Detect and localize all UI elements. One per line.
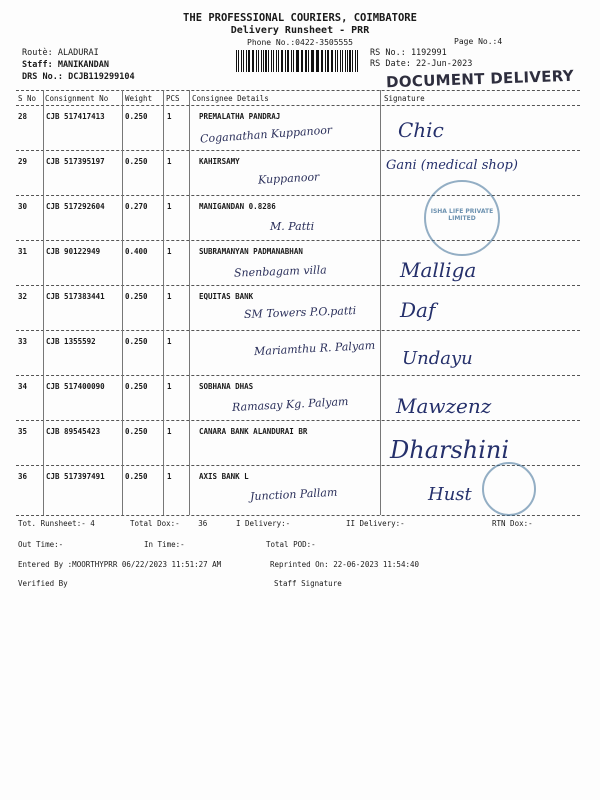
- row-handwritten-address: Coganathan Kuppanoor: [199, 123, 333, 146]
- barcode-bar: [252, 50, 253, 72]
- row-sno: 29: [18, 157, 28, 166]
- row-weight: 0.250: [125, 292, 148, 301]
- table-bottom-rule: [16, 515, 580, 516]
- row-sno: 28: [18, 112, 28, 121]
- barcode-bar: [302, 50, 303, 72]
- row-signature: Mawzenz: [396, 394, 492, 418]
- row-consignee: AXIS BANK L: [199, 472, 249, 481]
- row-divider: [16, 195, 580, 196]
- row-signature: Gani (medical shop): [386, 158, 518, 173]
- row-handwritten-address: M. Patti: [270, 220, 315, 233]
- row-divider: [16, 240, 580, 241]
- row-handwritten-address: Mariamthu R. Palyam: [253, 338, 376, 359]
- row-consignee: PREMALATHA PANDRAJ: [199, 112, 281, 121]
- row-divider: [16, 285, 580, 286]
- barcode-bar: [347, 50, 348, 72]
- barcode-bar: [248, 50, 250, 72]
- row-handwritten-address: Junction Pallam: [249, 485, 338, 504]
- row-sno: 30: [18, 202, 28, 211]
- page-number: Page No.:4: [454, 37, 503, 46]
- row-divider: [16, 150, 580, 151]
- row-weight: 0.250: [125, 337, 148, 346]
- barcode-bar: [291, 50, 292, 72]
- barcode-bar: [311, 50, 312, 72]
- barcode-bar: [271, 50, 272, 72]
- row-weight: 0.400: [125, 247, 148, 256]
- barcode-bar: [253, 50, 254, 72]
- row-consignee: MANIGANDAN 0.8286: [199, 202, 276, 211]
- barcode-bar: [332, 50, 333, 72]
- row-consignment-no: CJB 517383441: [46, 292, 105, 301]
- row-sno: 33: [18, 337, 28, 346]
- row-handwritten-address: SM Towers P.O.patti: [243, 304, 357, 321]
- row-signature: Undayu: [402, 348, 473, 369]
- tot-runsheet: Tot. Runsheet:- 4: [18, 519, 95, 528]
- row-pcs: 1: [167, 337, 172, 346]
- row-consignee: EQUITAS BANK: [199, 292, 254, 301]
- verified-by: Verified By: [18, 579, 68, 588]
- barcode-bar: [308, 50, 309, 72]
- row-signature: Chic: [398, 118, 444, 142]
- barcode-bar: [261, 50, 262, 72]
- in-time: In Time:-: [144, 540, 185, 549]
- row-consignment-no: CJB 517397491: [46, 472, 105, 481]
- barcode-bar: [278, 50, 279, 72]
- col-header-consignee: Consignee Details: [192, 94, 269, 103]
- column-divider: [380, 90, 381, 515]
- company-seal-small: [482, 462, 536, 516]
- row-signature: Malliga: [400, 258, 477, 282]
- row-weight: 0.250: [125, 382, 148, 391]
- row-consignment-no: CJB 90122949: [46, 247, 101, 256]
- row-weight: 0.270: [125, 202, 148, 211]
- barcode-bar: [287, 50, 289, 72]
- row-signature: Dharshini: [390, 436, 510, 464]
- barcode-bar: [325, 50, 326, 72]
- barcode-bar: [282, 50, 283, 72]
- reprinted-on: Reprinted On: 22-06-2023 11:54:40: [270, 560, 420, 569]
- column-divider: [163, 90, 164, 515]
- barcode-bar: [265, 50, 267, 72]
- col-header-sno: S No: [18, 94, 37, 103]
- row-sno: 32: [18, 292, 28, 301]
- barcode-bar: [357, 50, 358, 72]
- barcode-bar: [335, 50, 336, 72]
- barcode-bar: [327, 50, 329, 72]
- row-handwritten-address: Snenbagam villa: [233, 263, 327, 280]
- row-consignee: SUBRAMANYAN PADMANABHAN: [199, 247, 303, 256]
- barcode-bar: [301, 50, 302, 72]
- barcode-bar: [316, 50, 317, 72]
- table-top-rule: [16, 90, 580, 91]
- row-divider: [16, 330, 580, 331]
- row-consignment-no: CJB 517400090: [46, 382, 105, 391]
- i-delivery: I Delivery:-: [236, 519, 291, 528]
- row-pcs: 1: [167, 202, 172, 211]
- row-sno: 36: [18, 472, 28, 481]
- row-pcs: 1: [167, 247, 172, 256]
- row-consignee: SOBHANA DHAS: [199, 382, 254, 391]
- row-pcs: 1: [167, 427, 172, 436]
- row-consignee: KAHIRSAMY: [199, 157, 240, 166]
- col-header-pcs: PCS: [166, 94, 180, 103]
- row-consignment-no: CJB 517417413: [46, 112, 105, 121]
- barcode-graphic: [236, 50, 360, 72]
- row-consignment-no: CJB 517292604: [46, 202, 105, 211]
- column-divider: [43, 90, 44, 515]
- row-consignment-no: CJB 89545423: [46, 427, 101, 436]
- barcode-bar: [297, 50, 298, 72]
- row-weight: 0.250: [125, 112, 148, 121]
- col-header-signature: Signature: [384, 94, 425, 103]
- barcode-bar: [273, 50, 274, 72]
- seal-text: ISHA LIFE PRIVATE LIMITED: [430, 208, 494, 222]
- barcode-bar: [355, 50, 356, 72]
- barcode-bar: [238, 50, 239, 72]
- total-pod: Total POD:-: [266, 540, 316, 549]
- barcode-bar: [345, 50, 346, 72]
- barcode-bar: [246, 50, 247, 72]
- barcode-bar: [281, 50, 282, 72]
- entered-by: Entered By :MOORTHYPRR 06/22/2023 11:51:27 AM: [18, 560, 222, 569]
- row-pcs: 1: [167, 472, 172, 481]
- barcode-bar: [243, 50, 244, 72]
- col-header-weight: Weight: [125, 94, 153, 103]
- row-consignment-no: CJB 517395197: [46, 157, 105, 166]
- table-header-rule: [16, 105, 580, 106]
- column-divider: [122, 90, 123, 515]
- rs-number: RS No.: 1192991: [370, 48, 447, 58]
- row-weight: 0.250: [125, 157, 148, 166]
- barcode-bar: [312, 50, 313, 72]
- runsheet-subtitle: Delivery Runsheet - PRR: [230, 25, 370, 36]
- rs-date: RS Date: 22-Jun-2023: [370, 59, 473, 69]
- barcode-bar: [285, 50, 286, 72]
- row-consignee: CANARA BANK ALANDURAI BR: [199, 427, 308, 436]
- row-signature: Hust: [428, 484, 472, 505]
- row-sno: 34: [18, 382, 28, 391]
- row-consignment-no: CJB 1355592: [46, 337, 96, 346]
- row-pcs: 1: [167, 292, 172, 301]
- row-handwritten-address: Kuppanoor: [257, 170, 320, 187]
- company-title: THE PROFESSIONAL COURIERS, COIMBATORE: [183, 12, 417, 24]
- row-weight: 0.250: [125, 472, 148, 481]
- row-weight: 0.250: [125, 427, 148, 436]
- rtn-dox: RTN Dox:-: [492, 519, 533, 528]
- total-dox-value: 36: [198, 519, 208, 528]
- row-divider: [16, 375, 580, 376]
- staff-label: Staff: MANIKANDAN: [22, 60, 109, 70]
- staff-signature: Staff Signature: [274, 579, 342, 588]
- barcode-bar: [305, 50, 307, 72]
- row-sno: 31: [18, 247, 28, 256]
- drs-value: DCJB119299104: [68, 72, 135, 82]
- phone-number: Phone No.:0422-3505555: [247, 38, 353, 47]
- row-divider: [16, 420, 580, 421]
- total-dox-label: Total Dox:-: [130, 519, 180, 528]
- barcode-bar: [340, 50, 341, 72]
- barcode-bar: [293, 50, 294, 72]
- barcode-bar: [276, 50, 277, 72]
- row-pcs: 1: [167, 112, 172, 121]
- document-delivery-stamp: DOCUMENT DELIVERY: [385, 66, 575, 92]
- barcode-bar: [349, 50, 351, 72]
- barcode-bar: [342, 50, 343, 72]
- barcode-bar: [236, 50, 237, 72]
- out-time: Out Time:-: [18, 540, 64, 549]
- row-pcs: 1: [167, 382, 172, 391]
- col-header-consignment: Consignment No: [45, 94, 109, 103]
- barcode-bar: [268, 50, 269, 72]
- barcode-bar: [321, 50, 322, 72]
- total-dox: [130, 519, 207, 528]
- barcode-bar: [331, 50, 332, 72]
- row-pcs: 1: [167, 157, 172, 166]
- barcode-bar: [263, 50, 264, 72]
- barcode-bar: [322, 50, 323, 72]
- barcode-bar: [258, 50, 259, 72]
- ii-delivery: II Delivery:-: [346, 519, 405, 528]
- company-seal: [424, 180, 500, 256]
- barcode-bar: [241, 50, 242, 72]
- barcode-bar: [352, 50, 353, 72]
- row-sno: 35: [18, 427, 28, 436]
- row-signature: Daf: [400, 298, 436, 322]
- barcode-bar: [296, 50, 297, 72]
- row-handwritten-address: Ramasay Kg. Palyam: [231, 394, 349, 415]
- barcode-bar: [337, 50, 338, 72]
- column-divider: [189, 90, 190, 515]
- barcode-bar: [256, 50, 257, 72]
- drs-label: DRS No.:: [22, 72, 63, 82]
- drs-number: [22, 72, 135, 82]
- barcode-bar: [317, 50, 318, 72]
- route-label: Routè: ALADURAI: [22, 48, 99, 58]
